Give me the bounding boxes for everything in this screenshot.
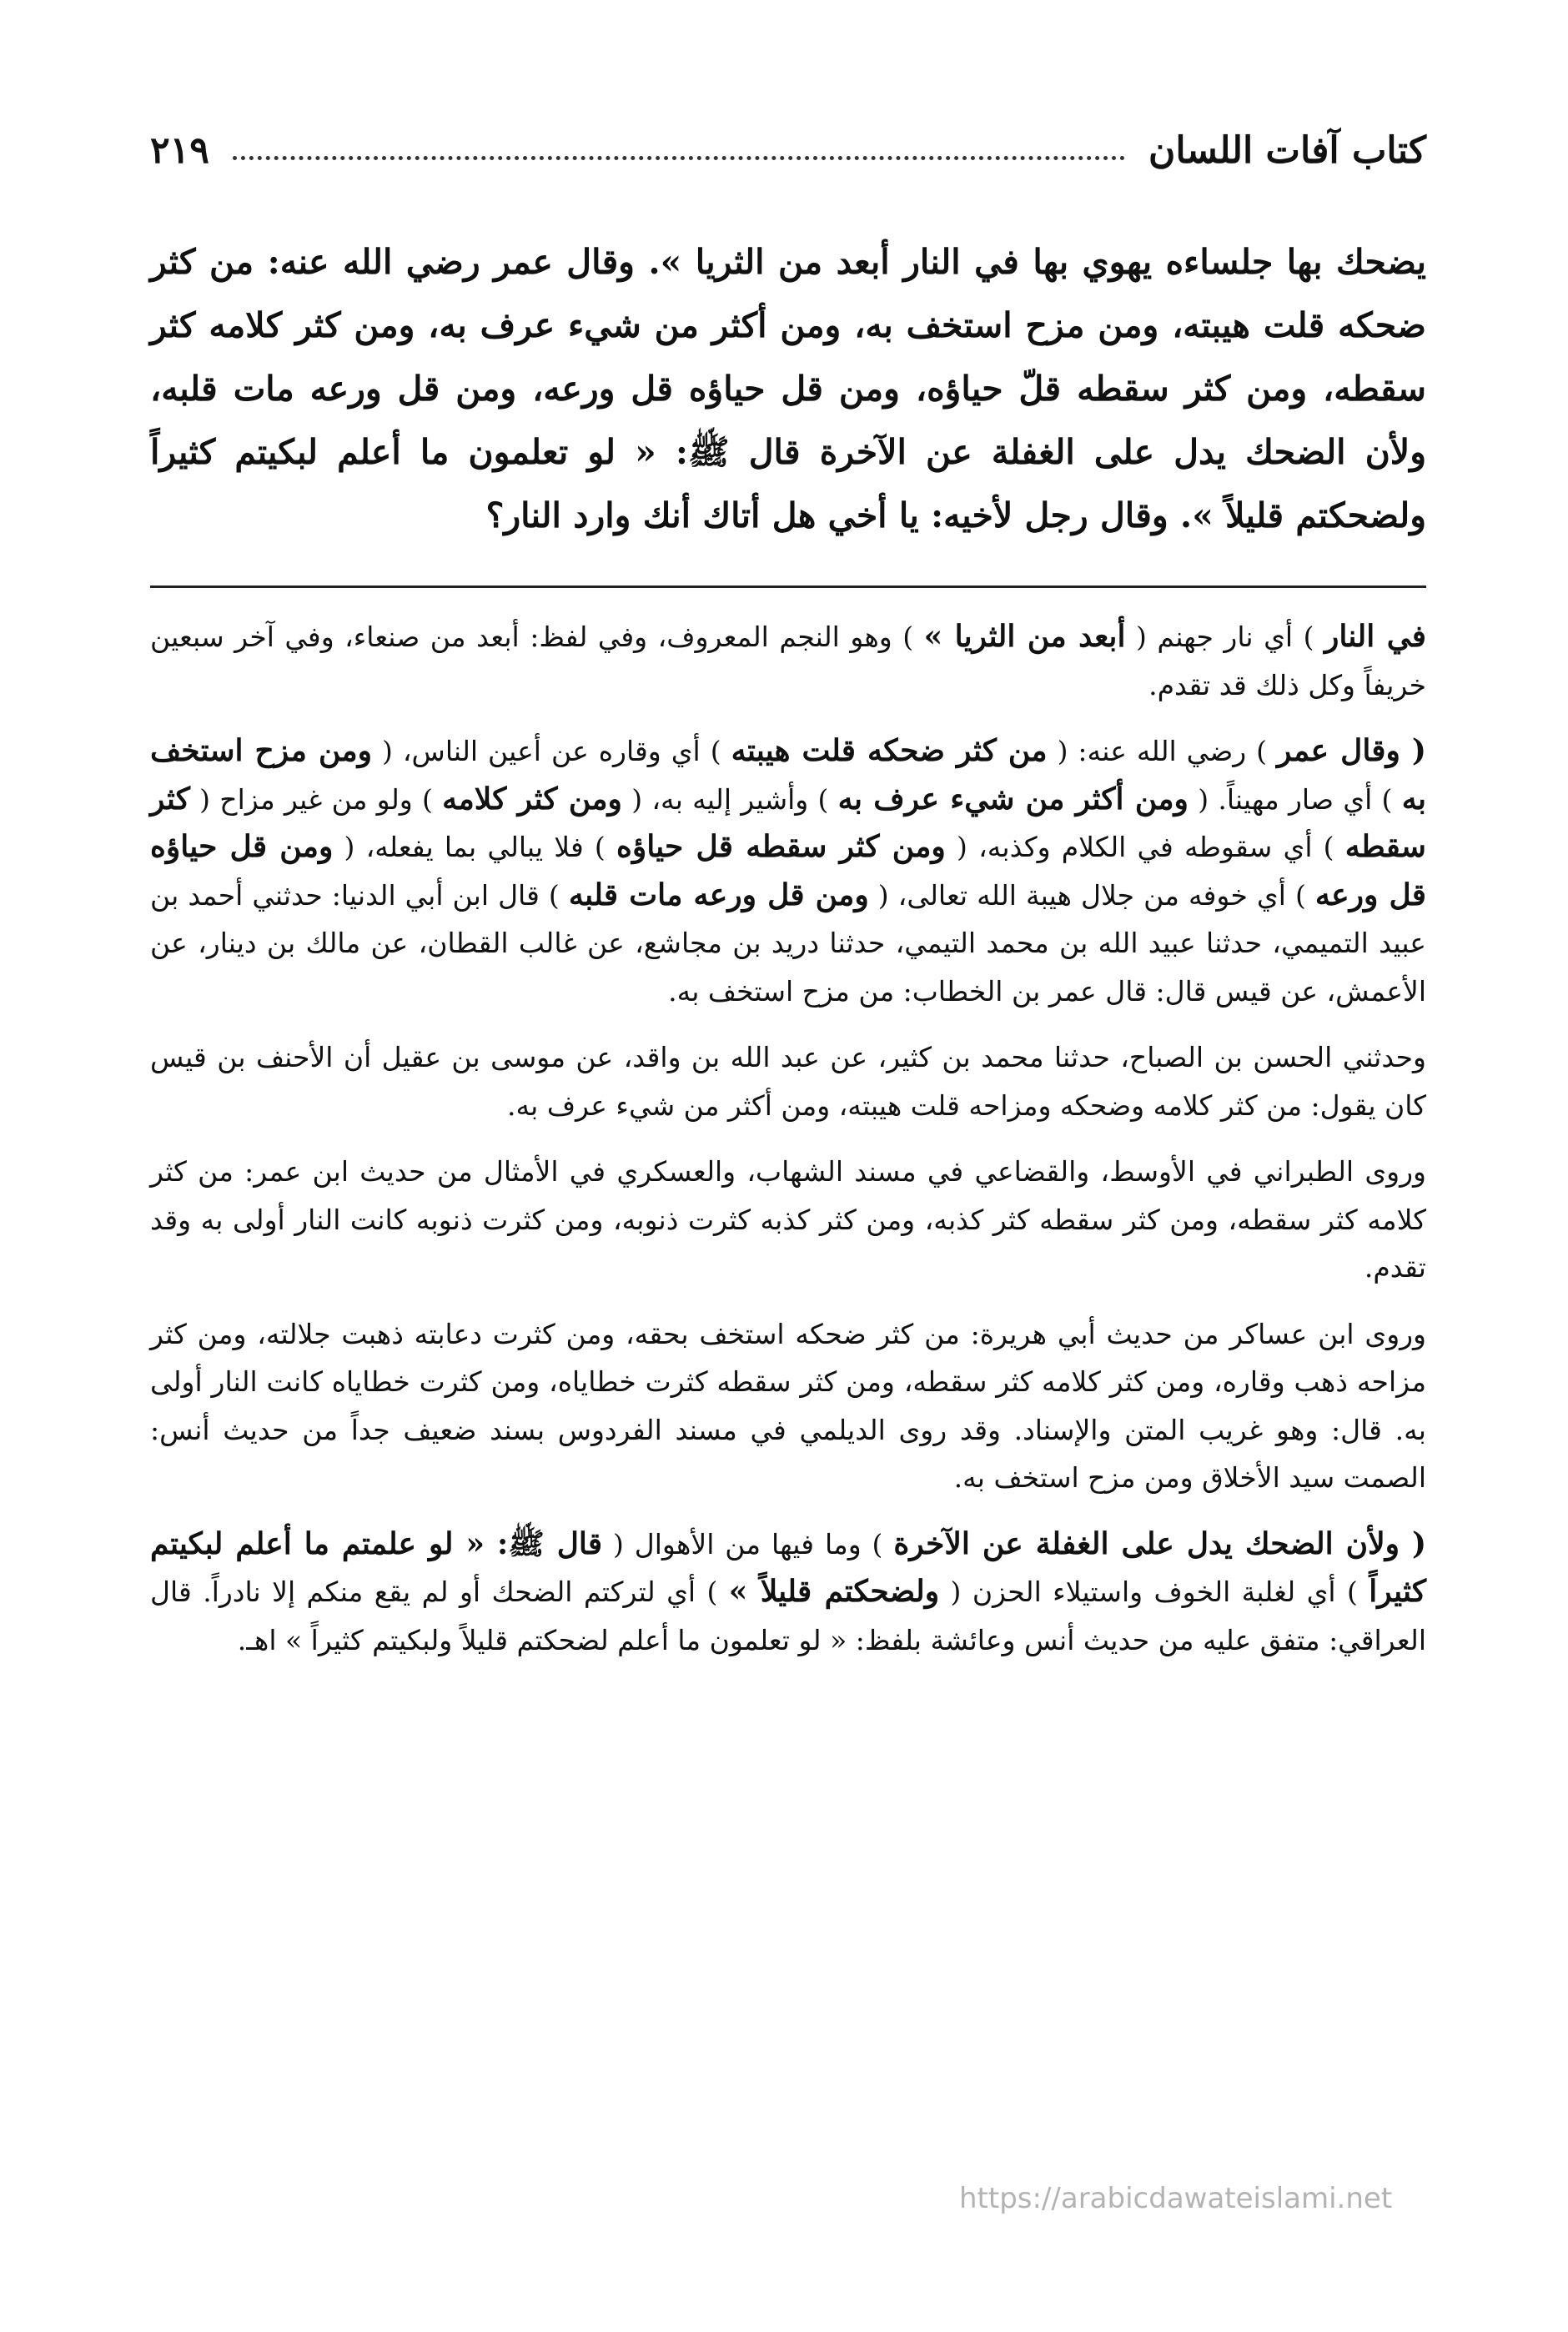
commentary-paragraph-5: وروى ابن عساكر من حديث أبي هريرة: من كثر ضحكه استخف بحقه، ومن كثرت دعابته ذهبت جلالته، ومن كثر مزاحه ذهب وقاره، ومن كثر كلامه كثر سقطه، ومن كثر سقطه كثرت خطاياه، ومن كثرت خطاياه كانت النار أولى به. قال: وهو غريب المتن والإسناد. وقد روى الديلمي في مسند الفردوس بسند ضعيف جداً من حديث أنس: الصمت سيد الأخلاق ومن مزح استخف به. <box>150 1317 1426 1494</box>
commentary-text: ) أي لتركتم الضحك أو لم يقع منكم إلا نادراً. قال العراقي: متفق عليه من حديث أنس وعائشة بلفظ: « لو تعلمون ما أعلم لضحكتم قليلاً ولبكيتم كثيراً » اهـ. <box>150 1576 1426 1656</box>
quoted-text: أبعد من الثريا » <box>923 619 1126 654</box>
running-header <box>150 100 1426 172</box>
commentary-text: ) أي نار جهنم ( <box>1135 621 1314 653</box>
source-watermark: https://arabicdawateislami.net <box>959 2182 1393 2215</box>
quoted-text: ومن قل ورعه مات قلبه <box>568 877 869 912</box>
header-dot-leader <box>233 156 1125 160</box>
commentary-text: ) أي صار مهيناً. ( <box>1198 782 1393 816</box>
commentary-paragraph-3: وحدثني الحسن بن الصباح، حدثنا محمد بن كثير، عن عبد الله بن واقد، عن موسى بن عقيل أن الأحنف بن قيس كان يقول: من كثر كلامه وضحكه ومزاحه قلت هيبته، ومن أكثر من شيء عرف به. <box>150 1041 1426 1122</box>
book-page <box>150 100 1426 2235</box>
quoted-text: ومن كثر سقطه قل حياؤه <box>616 829 946 864</box>
commentary-text: ) أي وقاره عن أعين الناس، ( <box>382 735 721 767</box>
commentary-text: ) وهو النجم المعروف، وفي لفظ: أبعد من صنعاء، وفي آخر سبعين خريفاً وكل ذلك قد تقدم. <box>150 621 1426 701</box>
commentary-text: ) وأشير إليه به، ( <box>631 782 829 816</box>
quoted-text: ( وقال عمر <box>1277 733 1426 768</box>
commentary-text: ) وما فيها من الأهوال ( <box>612 1527 883 1561</box>
commentary-text: ) أي سقوطه في الكلام وكذبه، ( <box>957 831 1334 863</box>
commentary-paragraph-6 <box>150 1520 1426 1665</box>
page-number: ٢١٩ <box>150 129 209 172</box>
quoted-text: كثر سقطه <box>150 781 1426 864</box>
footnote-divider <box>150 586 1426 588</box>
commentary-text: ) رضي الله عنه: ( <box>1057 735 1268 767</box>
commentary-text: ) ولو من غير مزاح ( <box>199 782 433 816</box>
quoted-text: ومن قل حياؤه قل ورعه <box>150 829 1426 912</box>
quoted-text: ومن كثر كلامه <box>442 781 622 817</box>
commentary-text: ) أي خوفه من جلال هيبة الله تعالى، ( <box>877 878 1306 912</box>
main-text: يضحك بها جلساءه يهوي بها في النار أبعد من الثريا ». وقال عمر رضي الله عنه: من كثر ضحكه قلت هيبته، ومن مزح استخف به، ومن أكثر من شيء عرف به، ومن كثر كلامه كثر سقطه، ومن كثر سقطه قلّ حياؤه، ومن قل حياؤه قل ورعه، ومن قل ورعه مات قلبه، ولأن الضحك يدل على الغفلة عن الآخرة قال ﷺ: « لو تعلمون ما أعلم لبكيتم كثيراً ولضحكتم قليلاً ». وقال رجل لأخيه: يا أخي هل أتاك أنك وارد النار؟ <box>150 242 1426 535</box>
quoted-text: من كثر ضحكه قلت هيبته <box>731 733 1048 768</box>
quoted-text: في النار <box>1324 619 1426 654</box>
quoted-text: ( ولأن الضحك يدل على الغفلة عن الآخرة <box>893 1525 1426 1561</box>
quoted-text: ولضحكتم قليلاً » <box>728 1574 940 1609</box>
quoted-text: قال ﷺ: « لو علمتم ما أعلم لبكيتم كثيراً <box>150 1525 1426 1609</box>
commentary-text: ) قال ابن أبي الدنيا: حدثني أحمد بن عبيد التميمي، حدثنا عبيد الله بن محمد التيمي، حدثنا دريد بن مجاشع، عن غالب القطان، عن مالك بن دينار، عن الأعمش، عن قيس قال: قال عمر بن الخطاب: من مزح استخف به. <box>150 878 1426 1008</box>
commentary-text: ) فلا يبالي بما يفعله، ( <box>344 831 606 863</box>
book-title: كتاب آفات اللسان <box>1148 129 1426 172</box>
commentary-text: ) أي لغلبة الخوف واستيلاء الحزن ( <box>950 1576 1358 1608</box>
quoted-text: ومن أكثر من شيء عرف به <box>837 781 1189 817</box>
commentary-paragraph-4: وروى الطبراني في الأوسط، والقضاعي في مسند الشهاب، والعسكري في الأمثال من حديث ابن عمر: من كثر كلامه كثر سقطه، ومن كثر سقطه كثر كذبه، ومن كثر كذبه كثرت ذنوبه، ومن كثرت ذنوبه كانت النار أولى به وقد تقدم. <box>150 1155 1426 1284</box>
quoted-text: ومن مزح استخف به <box>150 733 1427 817</box>
commentary-paragraph-1 <box>150 613 1426 709</box>
commentary-paragraph-2 <box>150 727 1426 1015</box>
